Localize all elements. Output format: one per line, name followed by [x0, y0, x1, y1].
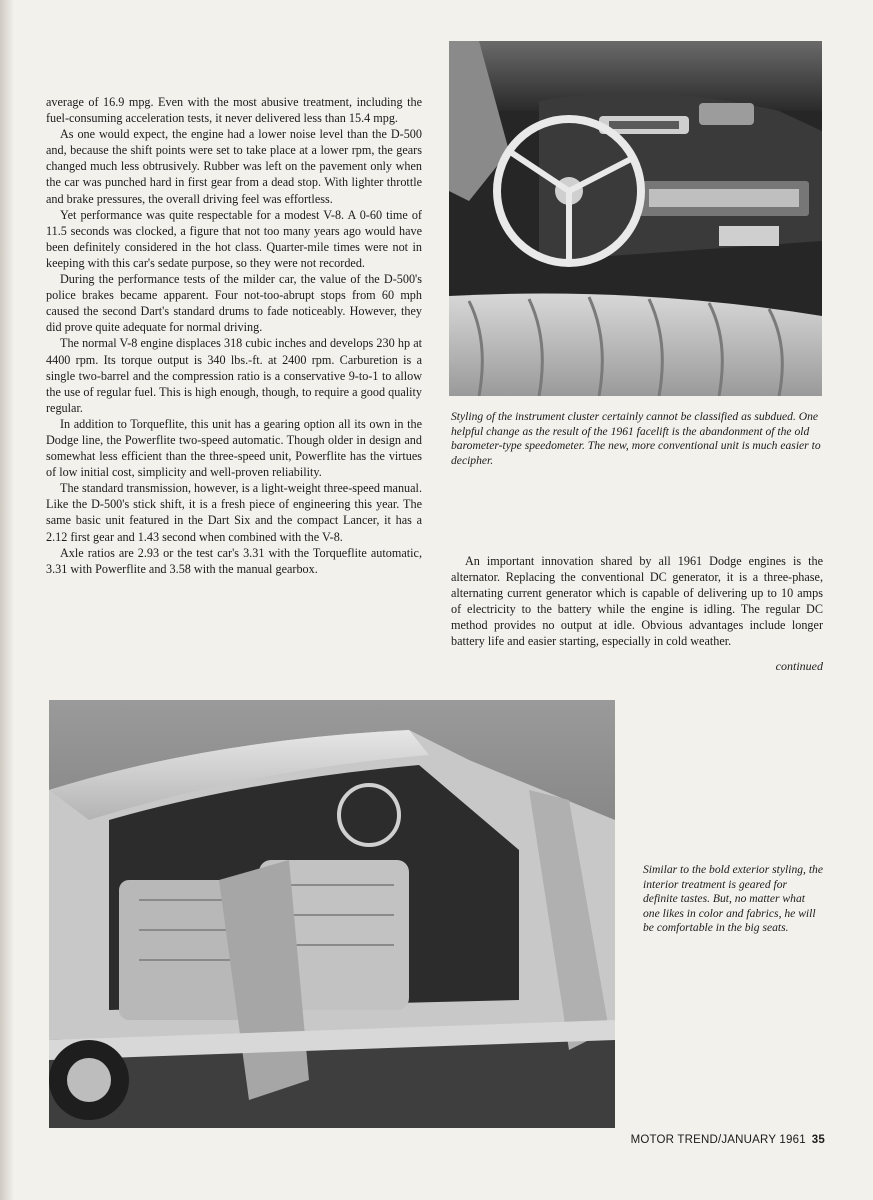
- article-paragraph: The standard transmission, however, is a light-weight three-speed manual. Like the D-500's stick shift, it is a fresh piece of engineering this year. The same basic unit featured in the Dart Six and the compact Lancer, it has a 2.12 first gear and 1.43 second when combined with the V-8.: [46, 481, 422, 544]
- article-paragraph: Yet performance was quite respectable for a modest V-8. A 0-60 time of 11.5 seconds was clocked, a figure that not too many years ago would have been definitely considered in the hot class. Quarter-mile times were not in keeping with this car's sedate purpose, so they were not recorded.: [46, 207, 422, 270]
- dashboard-photo: [449, 41, 822, 396]
- dashboard-photo-caption: Styling of the instrument cluster certainly cannot be classified as subdued. One helpful change as the result of the 1961 facelift is the abandonment of the old barometer-type speedometer. The new, more conventional unit is much easier to decipher.: [451, 410, 821, 467]
- article-paragraph: In addition to Torqueflite, this unit has a gearing option all its own in the Dodge line, the Powerflite two-speed automatic. Though older in design and somewhat less efficient than the three-speed unit, Powerflite has the virtues of low initial cost, simplicity and well-proven reliability.: [46, 416, 422, 480]
- article-paragraph: During the performance tests of the milder car, the value of the D-500's police brakes became apparent. Four not-too-abrupt stops from 60 mph caused the second Dart's standard drums to fade noticeably. However, they did prove quite adequate for normal driving.: [46, 272, 422, 335]
- page-edge-shadow: [0, 0, 14, 1200]
- article-paragraph: average of 16.9 mpg. Even with the most abusive treatment, including the fuel-consuming acceleration tests, it never delivered less than 15.4 mpg.: [46, 95, 422, 126]
- article-left-column: [46, 94, 422, 577]
- interior-photo: [49, 700, 615, 1128]
- article-paragraph: The normal V-8 engine displaces 318 cubic inches and develops 230 hp at 4400 rpm. Its torque output is 340 lbs.-ft. at 2400 rpm. Carburetion is a single two-barrel and the compression ratio is a conservative 9-to-1 to allow the use of regular fuel. This is high enough, though, to require a good quality regular.: [46, 336, 422, 415]
- page-footer: [620, 1134, 825, 1146]
- interior-photo-caption: Similar to the bold exterior styling, the interior treatment is geared for definite tastes. But, no matter what one likes in color and fabrics, he will be comfortable in the big seats.: [643, 863, 824, 935]
- article-right-paragraph: An important innovation shared by all 1961 Dodge engines is the alternator. Replacing the conventional DC generator, it is a three-phase, alternating current generator which is capable of delivering up to 10 amps of electricity to the battery while the engine is idling. The regular DC method provides no output at idle. Obvious advantages include longer battery life and easier starting, especially in cold weather.: [451, 554, 823, 649]
- continued-label: continued: [775, 659, 823, 673]
- article-paragraph: Axle ratios are 2.93 or the test car's 3.31 with the Torqueflite automatic, 3.31 with Powerflite and 3.58 with the manual gearbox.: [46, 545, 422, 576]
- page-number: 35: [811, 1134, 825, 1146]
- magazine-issue-label: MOTOR TREND/JANUARY 1961: [630, 1134, 806, 1146]
- article-paragraph: As one would expect, the engine had a lower noise level than the D-500 and, because the shift points were set to take place at a lower rpm, the gears changed much less obtrusively. Rubber was left on the pavement only when the car was punched hard in first gear from a dead stop. With lighter throttle and brake pressures, the overall driving feel was effortless.: [46, 127, 422, 206]
